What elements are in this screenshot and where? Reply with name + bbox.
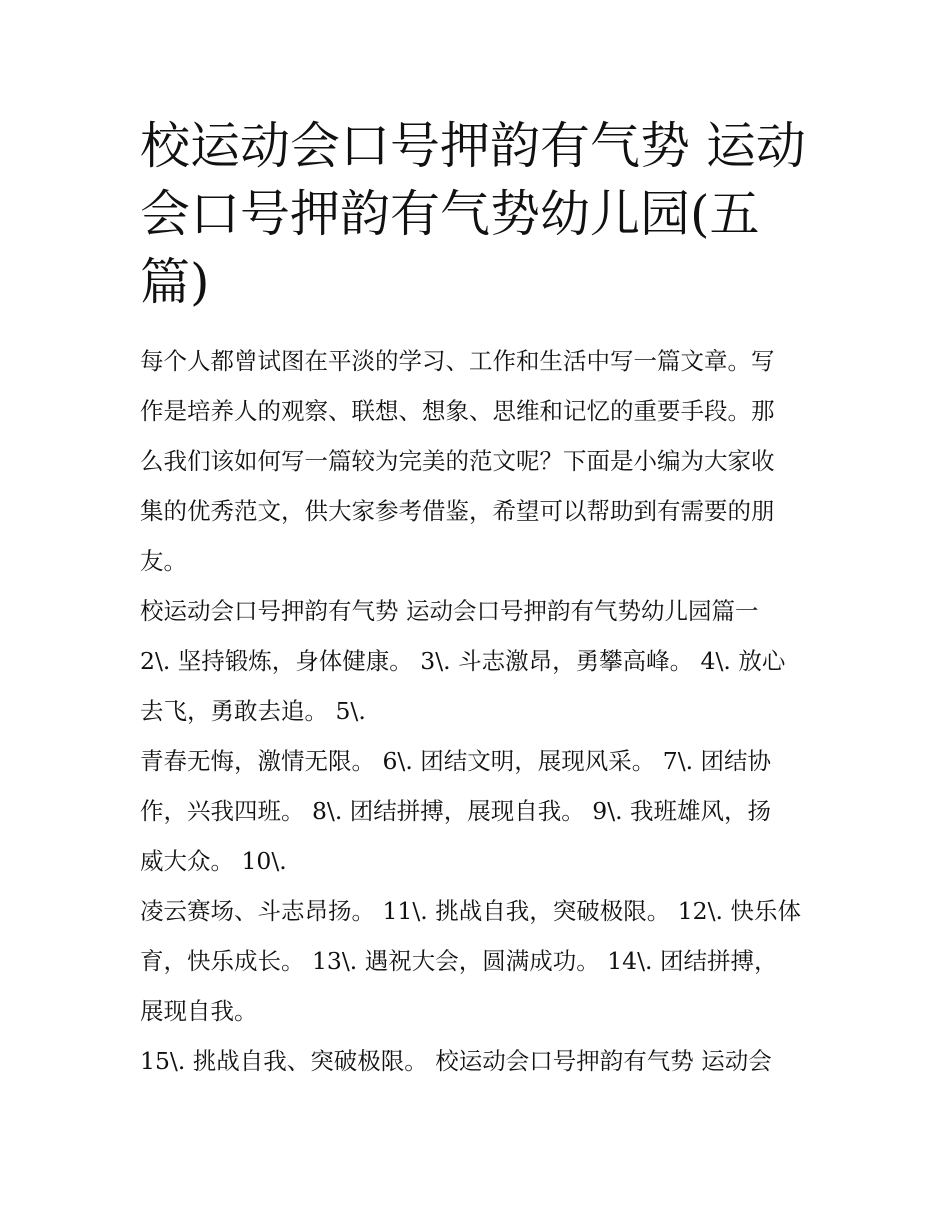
text-line: 展现自我。 xyxy=(140,997,258,1025)
document-body xyxy=(140,336,820,1086)
text-line: 作，兴我四班。 8\. 团结拼搏，展现自我。 9\. 我班雄风，扬 xyxy=(140,797,772,825)
text-line: 校运动会口号押韵有气势 运动会口号押韵有气势幼儿园篇一 xyxy=(140,597,759,625)
slogan-paragraph xyxy=(140,886,820,1036)
text-line: 2\. 坚持锻炼，身体健康。 3\. 斗志激昂，勇攀高峰。 4\. 放心 xyxy=(140,647,786,675)
title-line: 篇) xyxy=(140,253,210,311)
document-page xyxy=(140,112,820,1086)
text-line: 集的优秀范文，供大家参考借鉴，希望可以帮助到有需要的朋 xyxy=(140,497,775,525)
text-line: 友。 xyxy=(140,547,187,575)
text-line: 么我们该如何写一篇较为完美的范文呢？下面是小编为大家收 xyxy=(140,447,775,475)
text-line: 育，快乐成长。 13\. 遇祝大会，圆满成功。 14\. 团结拼搏， xyxy=(140,947,778,975)
text-line: 每个人都曾试图在平淡的学习、工作和生活中写一篇文章。写 xyxy=(140,347,775,375)
slogan-paragraph xyxy=(140,1036,820,1086)
intro-paragraph xyxy=(140,336,820,586)
section-heading-paragraph xyxy=(140,586,820,636)
text-line: 青春无悔，激情无限。 6\. 团结文明，展现风采。 7\. 团结协 xyxy=(140,747,772,775)
text-line: 去飞，勇敢去追。 5\. xyxy=(140,697,366,725)
text-line: 15\. 挑战自我、突破极限。 校运动会口号押韵有气势 运动会 xyxy=(140,1047,772,1075)
slogan-paragraph xyxy=(140,636,820,736)
text-line: 威大众。 10\. xyxy=(140,847,287,875)
title-line: 校运动会口号押韵有气势 运动 xyxy=(140,117,806,175)
title-line: 会口号押韵有气势幼儿园(五 xyxy=(140,185,760,243)
slogan-paragraph xyxy=(140,736,820,886)
text-line: 凌云赛场、斗志昂扬。 11\. 挑战自我，突破极限。 12\. 快乐体 xyxy=(140,897,801,925)
text-line: 作是培养人的观察、联想、想象、思维和记忆的重要手段。那 xyxy=(140,397,775,425)
document-title xyxy=(140,112,820,316)
